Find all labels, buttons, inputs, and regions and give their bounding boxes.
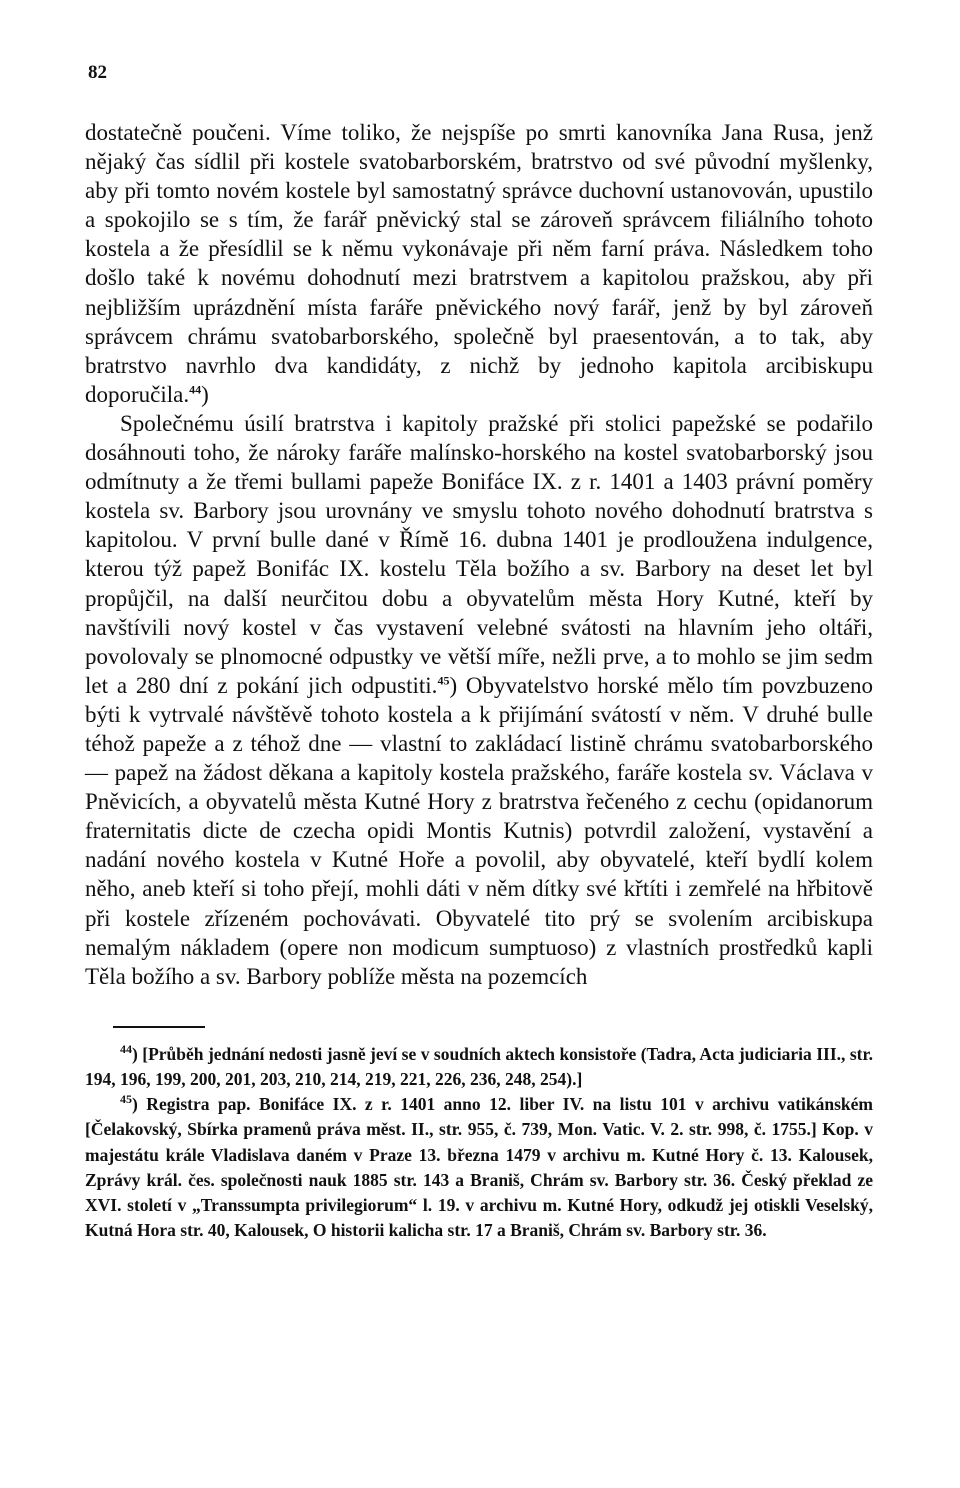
body-text: [85, 118, 873, 991]
footnote-divider: [113, 1026, 205, 1028]
page-number: 82: [88, 62, 107, 83]
paragraph-1-text: dostatečně poučeni. Víme toliko, že nejspíše po smrti kanovníka Jana Rusa, jenž nějaký čas sídlil při kostele svatobarborském, bratrstvo od své původní myšlenky, aby při tomto novém kostele byl samostatný správce duchovní ustanovován, upustilo a spokojilo se s tím, že farář pněvický stal se zároveň správcem filiálního tohoto kostela a že přesídlil se k němu vykonávaje při něm farní práva. Následkem toho došlo také k novému dohodnutí mezi bratrstvem a kapitolou pražskou, aby při nejbližším uprázdnění místa faráře pněvického nový farář, jenž by byl zároveň správcem chrámu svatobarborského, společně byl praesentován, a to tak, aby bratrstvo navrhlo dva kandidáty, z nichž by jednoho kapitola arcibiskupu doporučila.: [85, 120, 873, 407]
footnote-45-text: ) Registra pap. Bonifáce IX. z r. 1401 anno 12. liber IV. na listu 101 v archivu vatikánském [Čelakovský, Sbírka pramenů práva měst. II., str. 955, č. 739, Mon. Vatic. V. 2. str. 998, č. 1755.] Kop. v majestátu krále Vladislava daném v Praze 13. března 1479 v archivu m. Kutné Hory č. 13. Kalousek, Zprávy král. čes. společnosti nauk 1885 str. 143 a Braniš, Chrám sv. Barbory str. 36. Český překlad ze XVI. století v „Transsumpta privilegiorum“ l. 19. v archivu m. Kutné Hory, odkudž jej otiskli Veselský, Kutná Hora str. 40, Kalousek, O historii kalicha str. 17 a Braniš, Chrám sv. Barbory str. 36.: [85, 1094, 873, 1241]
footnote-44: [85, 1042, 873, 1092]
paragraph-2-text-part-1: Společnému úsilí bratrstva i kapitoly pražské při stolici papežské se podařilo dosáhnouti toho, že nároky faráře malínsko-horského na kostel svatobarborský jsou odmítnuty a že třemi bullami papeže Bonifáce IX. z r. 1401 a 1403 právní poměry kostela sv. Barbory jsou urovnány ve smyslu tohoto nového dohodnutí bratrstva s kapitolou. V první bulle dané v Římě 16. dubna 1401 je prodloužena indulgence, kterou týž papež Bonifác IX. kostelu Těla božího a sv. Barbory na deset let byl propůjčil, na další neurčitou dobu a obyvatelům města Hory Kutné, kteří by navštívili nový kostel v čas vystavení velebné svátosti na hlavním jeho oltáři, povolovaly se plnomocné odpustky ve větší míře, nežli prve, a to mohlo se jim sedm let a 280 dní z pokání jich odpustiti.: [85, 410, 873, 698]
paragraph-2: [85, 409, 873, 991]
paragraph-1: [85, 118, 873, 409]
footnote-45: [85, 1092, 873, 1243]
footnote-mark-44: 44: [120, 1041, 132, 1056]
footnotes: [85, 1042, 873, 1244]
paragraph-2-text-part-2: ) Obyvatelstvo horské mělo tím povzbuzeno býti k vytrvalé návštěvě tohoto kostela a k přijímání svátostí v něm. V druhé bulle téhož papeže a z téhož dne — vlastní to zakládací listině chrámu svatobarborského — papež na žádost děkana a kapitoly kostela pražského, faráře kostela sv. Václava v Pněvicích, a obyvatelů města Kutné Hory z bratrstva řečeného z cechu (opidanorum fraternitatis dicte de czecha opidi Montis Kutnis) potvrdil založení, vystavění a nadání nového kostela v Kutné Hoře a povolil, aby obyvatelé, kteří bydlí kolem něho, aneb kteří si toho přejí, mohli dáti v něm dítky své křtíti i zemřelé na hřbitově při kostele zřízeném pochovávati. Obyvatelé tito prý se svolením arcibiskupa nemalým nákladem (opere non modicum sumptuoso) z vlastních prostředků kapli Těla božího a sv. Barbory poblíže města na pozemcích: [85, 672, 873, 989]
footnote-mark-45: 45: [120, 1092, 132, 1107]
footnote-ref-44: 44: [189, 382, 202, 397]
footnote-ref-45: 45: [437, 673, 450, 688]
footnote-44-text: ) [Průběh jednání nedosti jasně jeví se v soudních aktech konsistoře (Tadra, Acta judiciaria III., str. 194, 196, 199, 200, 201, 203, 210, 214, 219, 221, 226, 236, 248, 254).]: [85, 1043, 873, 1090]
book-page: [85, 62, 873, 1243]
paragraph-1-end: ): [201, 381, 209, 407]
